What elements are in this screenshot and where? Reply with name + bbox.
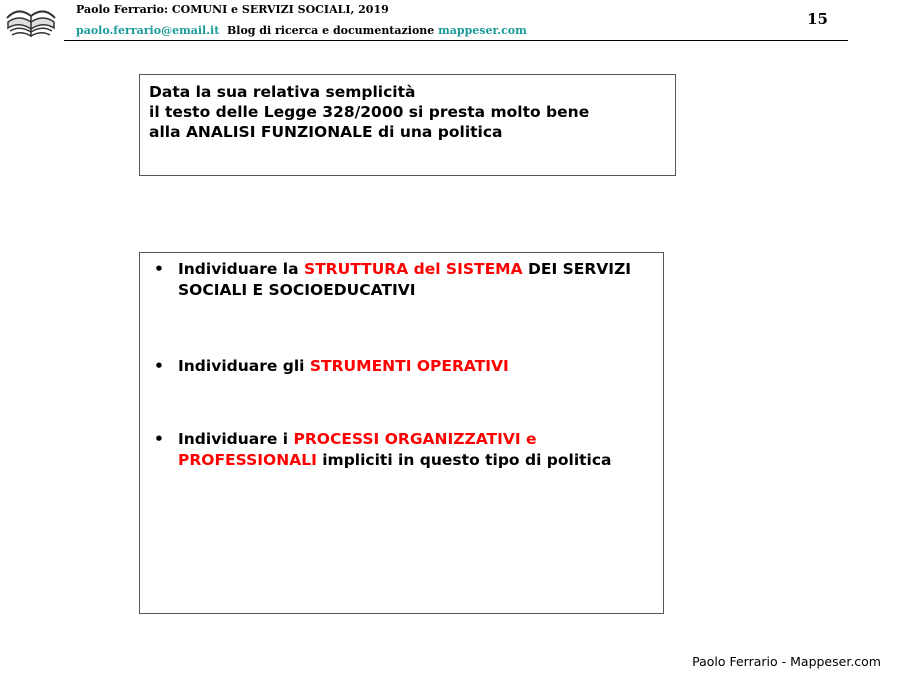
- bullet-marker: •: [154, 260, 164, 278]
- bullet-item: [150, 356, 655, 377]
- email-link[interactable]: paolo.ferrario@email.it: [76, 24, 220, 37]
- bullet-text: Individuare la: [178, 260, 304, 278]
- bullet-item: [150, 429, 655, 471]
- page-number: 15: [807, 10, 828, 28]
- intro-box: [139, 74, 676, 176]
- blog-site-link[interactable]: mappeser.com: [438, 24, 527, 37]
- blog-label: Blog di ricerca e documentazione: [226, 24, 435, 37]
- intro-line: il testo delle Legge 328/2000 si presta molto bene: [149, 103, 590, 121]
- open-book-logo-icon: [4, 4, 58, 40]
- bullet-text: DEI SERVIZI SOCIALI E SOCIOEDUCATIVI: [178, 260, 632, 299]
- bullet-marker: •: [154, 357, 164, 375]
- bullet-highlight: STRUTTURA del SISTEMA: [303, 260, 523, 278]
- footer-credit: Paolo Ferrario - Mappeser.com: [692, 654, 881, 669]
- header-subtitle: [76, 24, 527, 37]
- bullet-highlight: STRUMENTI OPERATIVI: [309, 357, 509, 375]
- bullet-item: [150, 259, 655, 301]
- bullet-text: Individuare gli: [178, 357, 310, 375]
- intro-line: Data la sua relativa semplicità: [149, 83, 416, 101]
- header-title: Paolo Ferrario: COMUNI e SERVIZI SOCIALI, 2019: [76, 3, 389, 16]
- bullet-highlight: PROCESSI ORGANIZZATIVI e PROFESSIONALI: [178, 430, 537, 469]
- bullet-text: Individuare i: [178, 430, 294, 448]
- bullet-marker: •: [154, 430, 164, 448]
- header-divider: [64, 40, 848, 41]
- objectives-box: [139, 252, 664, 614]
- bullet-text: impliciti in questo tipo di politica: [316, 451, 612, 469]
- intro-line: alla ANALISI FUNZIONALE di una politica: [149, 123, 503, 141]
